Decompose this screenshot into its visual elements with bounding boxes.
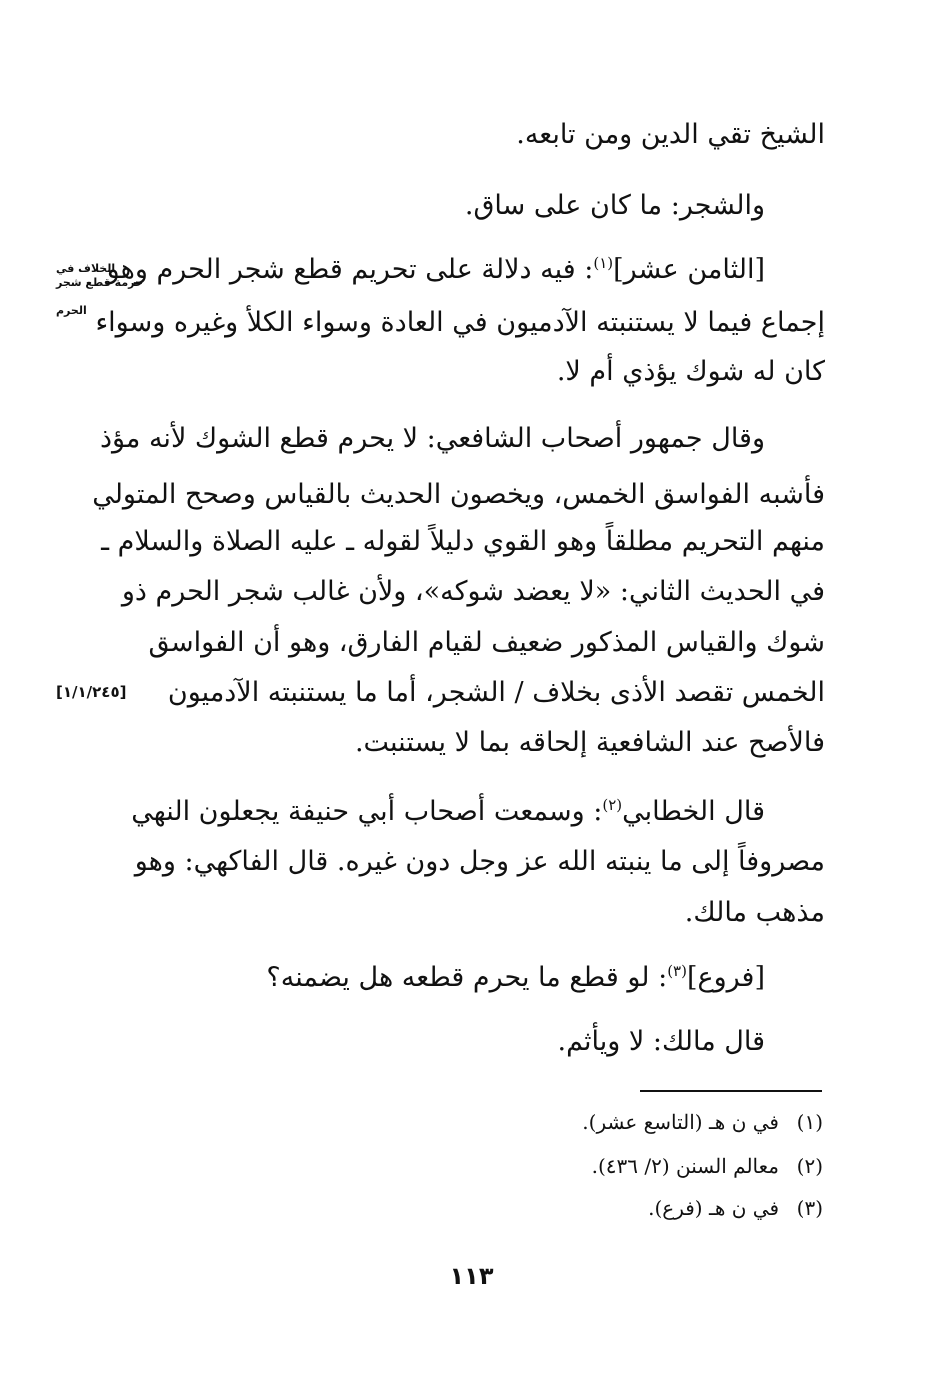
footnote-separator [640, 1090, 822, 1092]
body-text: : وسمعت أصحاب أبي حنيفة يجعلون النهي [131, 796, 603, 827]
footnote-text: في ن هـ (فرع). [648, 1196, 779, 1220]
body-line: قال مالك: لا ويأثم. [557, 1026, 765, 1057]
body-line: وقال جمهور أصحاب الشافعي: لا يحرم قطع الشوك لأنه مؤذ [99, 423, 765, 454]
footnote-ref: (١) [593, 254, 614, 272]
body-line: منهم التحريم مطلقاً وهو القوي دليلاً لقوله ـ عليه الصلاة والسلام ـ [101, 526, 825, 557]
body-line: والشجر: ما كان على ساق. [464, 190, 765, 221]
margin-note-line: حرمة قطع شجر [56, 276, 143, 289]
margin-note-line: الخلاف في [56, 262, 116, 275]
body-line: الشيخ تقي الدين ومن تابعه. [516, 119, 825, 150]
footnote [648, 1193, 823, 1223]
body-line: مذهب مالك. [684, 897, 825, 928]
section-heading: [الثامن عشر] [613, 254, 765, 285]
body-line: الخمس تقصد الأذى بخلاف / الشجر، أما ما يستنبته الآدميون [167, 677, 825, 708]
body-line-heading [131, 792, 765, 832]
body-line: في الحديث الثاني: «لا يعضد شوكه»، ولأن غالب شجر الحرم ذو [121, 576, 825, 607]
body-line: فأشبه الفواسق الخمس، ويخصون الحديث بالقياس وصحح المتولي [92, 479, 825, 510]
footnote [592, 1151, 823, 1181]
footnote-number: (١) [796, 1110, 823, 1134]
body-text: قال الخطابي [622, 796, 765, 827]
footnote-ref: (٢) [602, 796, 623, 814]
body-line-heading [107, 250, 765, 290]
body-line: فالأصح عند الشافعية إلحاقه بما لا يستنبت. [354, 727, 825, 758]
body-line: شوك والقياس المذكور ضعيف لقيام الفارق، وهو أن الفواسق [148, 627, 825, 658]
body-line: مصروفاً إلى ما ينبته الله عز وجل دون غيره. قال الفاكهي: وهو [134, 846, 825, 877]
body-line: إجماع فيما لا يستنبته الآدميون في العادة وسواء الكلأ وغيره وسواء [95, 307, 825, 338]
footnote-ref: (٣) [667, 962, 687, 980]
footnote-text: في ن هـ (التاسع عشر). [582, 1110, 779, 1134]
page-number: ١١٣ [449, 1262, 494, 1290]
body-line-heading [266, 958, 765, 998]
page-reference: [١/١/٢٤٥] [56, 683, 127, 701]
body-text: : لو قطع ما يحرم قطعه هل يضمنه؟ [266, 962, 668, 993]
footnote-number: (٣) [796, 1196, 823, 1220]
footnote-text: معالم السنن (٢/ ٤٣٦). [591, 1154, 779, 1178]
body-text: : فيه دلالة على تحريم قطع شجر الحرم وهو [106, 254, 594, 285]
margin-note-line: الحرم [56, 304, 87, 317]
section-heading: [فروع] [686, 962, 765, 993]
footnote-number: (٢) [796, 1154, 823, 1178]
footnote [582, 1107, 823, 1137]
body-line: كان له شوك يؤذي أم لا. [556, 356, 825, 387]
